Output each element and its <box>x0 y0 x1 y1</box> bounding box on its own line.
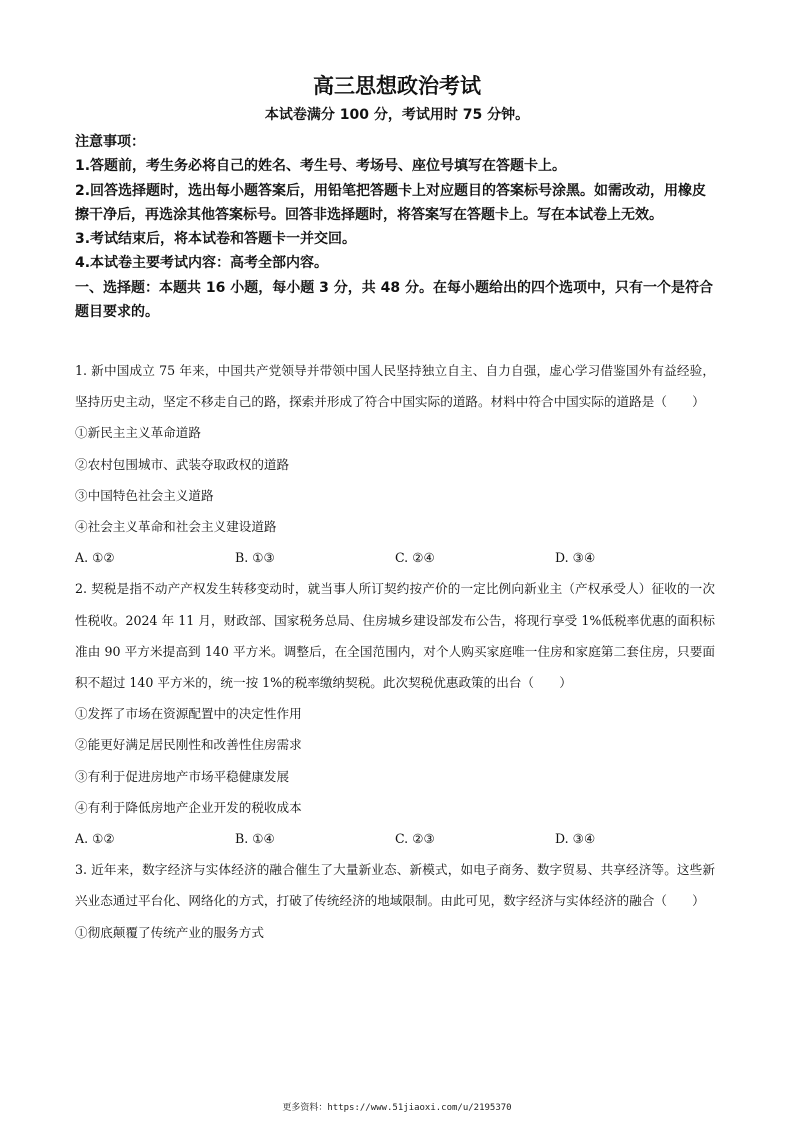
notice-block <box>75 130 715 324</box>
choice-b: B. ①④ <box>235 831 275 847</box>
question-option: ③有利于促进房地产市场平稳健康发展 <box>75 768 290 784</box>
answer-choices <box>75 823 715 854</box>
answer-choices <box>75 542 715 573</box>
question-list <box>75 355 715 948</box>
choice-a: A. ①② <box>75 831 115 847</box>
choice-a: A. ①② <box>75 550 115 566</box>
question-option: ④社会主义革命和社会主义建设道路 <box>75 519 277 535</box>
question-3 <box>75 854 715 948</box>
question-stem: 2. 契税是指不动产产权发生转移变动时，就当事人所订契约按产价的一定比例向新业主（产权承受人）征收的一次性税收。2024 年 11 月，财政部、国家税务总局、住房城乡建设部发布公告，将现行享受 1%低税率优惠的面积标准由 90 平方米提高到 140 平方米。调整后，在全国范围内，对个人购买家庭唯一住房和家庭第二套住房，只要面积不超过 140 平方米的，统一按 1%的税率缴纳契税。此次契税优惠政策的出台（ ） <box>75 581 715 691</box>
question-stem: 3. 近年来，数字经济与实体经济的融合催生了大量新业态、新模式，如电子商务、数字贸易、共享经济等。这些新兴业态通过平台化、网络化的方式，打破了传统经济的地域限制。由此可见，数字经济与实体经济的融合（ ） <box>75 862 715 909</box>
question-option: ①新民主主义革命道路 <box>75 425 201 441</box>
notice-item: 2.回答选择题时，选出每小题答案后，用铅笔把答题卡上对应题目的答案标号涂黑。如需改动，用橡皮擦干净后，再选涂其他答案标号。回答非选择题时，将答案写在答题卡上。写在本试卷上无效。 <box>75 182 707 223</box>
question-1 <box>75 355 715 573</box>
notice-item: 4.本试卷主要考试内容：高考全部内容。 <box>75 255 329 272</box>
question-2 <box>75 573 715 854</box>
question-option: ③中国特色社会主义道路 <box>75 487 214 503</box>
notice-item: 3.考试结束后，将本试卷和答题卡一并交回。 <box>75 231 357 248</box>
choice-d: D. ③④ <box>555 550 596 566</box>
choice-b: B. ①③ <box>235 550 275 566</box>
question-option: ①发挥了市场在资源配置中的决定性作用 <box>75 706 302 722</box>
exam-title: 高三思想政治考试 <box>313 74 481 98</box>
notice-heading: 注意事项： <box>75 134 145 150</box>
question-option: ②农村包围城市、武装夺取政权的道路 <box>75 456 290 472</box>
choice-d: D. ③④ <box>555 831 596 847</box>
notice-item: 1.答题前，考生务必将自己的姓名、考生号、考场号、座位号填写在答题卡上。 <box>75 158 567 175</box>
question-option: ④有利于降低房地产企业开发的税收成本 <box>75 799 302 815</box>
question-stem: 1. 新中国成立 75 年来，中国共产党领导并带领中国人民坚持独立自主、自力自强，虚心学习借鉴国外有益经验，坚持历史主动，坚定不移走自己的路，探索并形成了符合中国实际的道路。材料中符合中国实际的道路是（ ） <box>75 363 715 410</box>
question-option: ①彻底颠覆了传统产业的服务方式 <box>75 924 264 940</box>
choice-c: C. ②③ <box>395 831 435 847</box>
footer-source: 更多资料：https://www.51jiaoxi.com/u/2195370 <box>282 1103 512 1113</box>
section-heading: 一、选择题：本题共 16 小题，每小题 3 分，共 48 分。在每小题给出的四个选项中，只有一个是符合题目要求的。 <box>75 279 713 321</box>
exam-subtitle: 本试卷满分 100 分，考试用时 75 分钟。 <box>264 107 530 123</box>
choice-c: C. ②④ <box>395 550 435 566</box>
question-option: ②能更好满足居民刚性和改善性住房需求 <box>75 737 302 753</box>
